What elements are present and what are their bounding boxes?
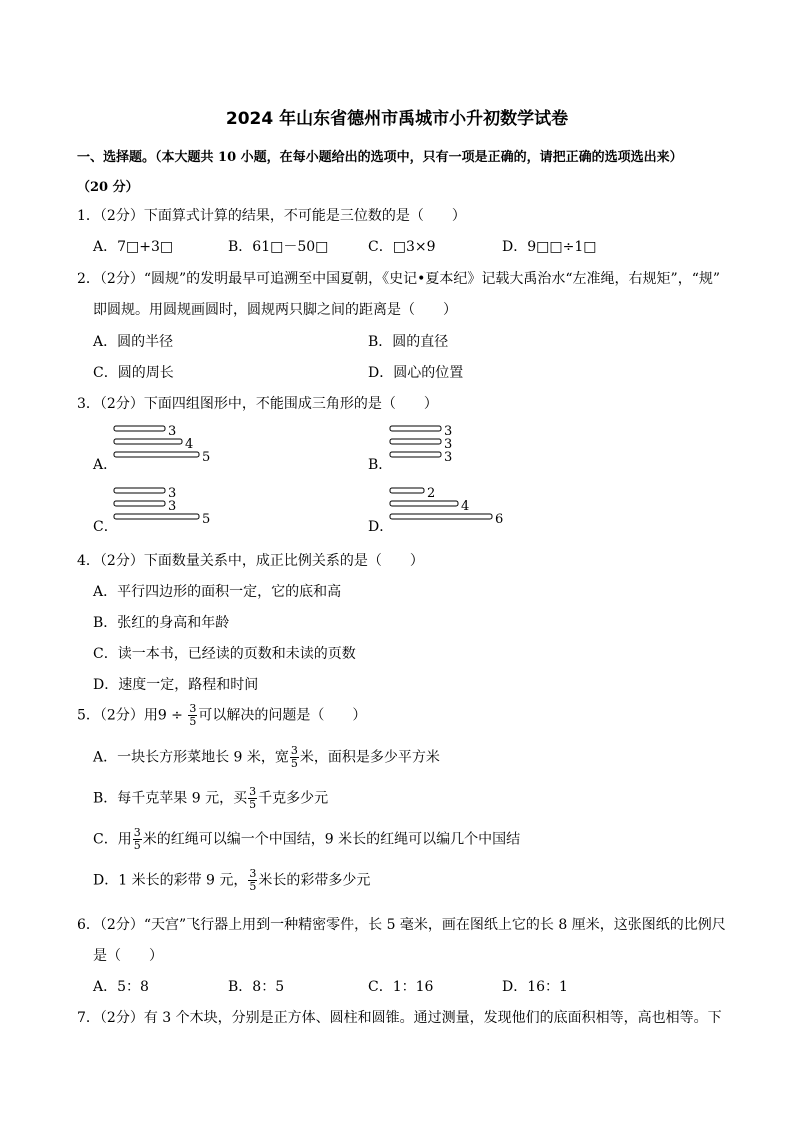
question-5-stem-post: 可以解决的问题是（ ） xyxy=(198,707,367,724)
fraction xyxy=(133,827,142,852)
question-3-option-d[interactable]: D． xyxy=(368,519,394,535)
fraction xyxy=(248,786,257,811)
stick-length-label: 3 xyxy=(168,499,177,514)
question-6-option-c[interactable]: C．1：16 xyxy=(368,979,434,995)
stick-group-b xyxy=(388,422,498,470)
question-5-option-c[interactable] xyxy=(93,827,520,852)
question-3-option-c[interactable]: C． xyxy=(93,519,118,535)
question-5-stem-pre: 5．（2分）用9 ÷ xyxy=(77,707,188,724)
question-1-option-a[interactable]: A．7□+3□ xyxy=(93,239,174,255)
fraction-numerator: 3 xyxy=(249,785,257,798)
question-3-option-a[interactable]: A． xyxy=(93,457,118,473)
question-5-option-b[interactable] xyxy=(93,786,328,811)
fraction-denominator: 5 xyxy=(290,757,298,770)
stick-bar xyxy=(114,501,165,506)
question-2-option-d[interactable]: D．圆心的位置 xyxy=(368,365,464,381)
section-heading: 一、选择题。（本大题共 10 小题，在每小题给出的选项中，只有一项是正确的，请把正确的选项选出来） xyxy=(77,150,683,165)
question-4-option-c[interactable]: C．读一本书，已经读的页数和未读的页数 xyxy=(93,646,356,662)
fraction-numerator: 3 xyxy=(249,867,257,880)
question-3-option-b[interactable]: B． xyxy=(368,457,393,473)
stick-length-label: 4 xyxy=(461,499,470,514)
option-a-pre: A．一块长方形菜地长 9 米，宽 xyxy=(93,749,289,766)
fraction xyxy=(290,745,299,770)
stick-length-label: 3 xyxy=(168,486,177,501)
option-a-post: 米，面积是多少平方米 xyxy=(299,749,440,766)
stick-length-label: 3 xyxy=(168,424,177,439)
question-1-option-d[interactable]: D．9□□÷1□ xyxy=(502,239,597,255)
fraction-denominator: 5 xyxy=(249,880,257,893)
question-1-stem: 1．（2分）下面算式计算的结果，不可能是三位数的是（ ） xyxy=(77,208,466,224)
option-b-post: 千克多少元 xyxy=(258,790,329,807)
question-5-stem xyxy=(77,703,366,728)
question-2-stem-line2: 即圆规。用圆规画圆时，圆规两只脚之间的距离是（ ） xyxy=(93,302,457,318)
stick-bar xyxy=(390,426,441,431)
question-6-stem-line2: 是（ ） xyxy=(93,948,163,964)
option-c-post: 米的红绳可以编一个中国结，9 米长的红绳可以编几个中国结 xyxy=(142,831,521,848)
question-2-option-c[interactable]: C．圆的周长 xyxy=(93,365,174,381)
question-6-option-a[interactable]: A．5：8 xyxy=(93,979,149,995)
stick-bar xyxy=(390,488,424,493)
fraction xyxy=(248,868,257,893)
stick-length-label: 5 xyxy=(202,450,211,465)
stick-length-label: 2 xyxy=(427,486,436,501)
question-3-stem: 3．（2分）下面四组图形中，不能围成三角形的是（ ） xyxy=(77,396,438,412)
option-b-pre: B．每千克苹果 9 元，买 xyxy=(93,790,248,807)
fraction-numerator: 3 xyxy=(189,702,197,715)
question-4-option-a[interactable]: A．平行四边形的面积一定，它的底和高 xyxy=(93,584,342,600)
fraction-denominator: 5 xyxy=(249,798,257,811)
stick-length-label: 3 xyxy=(444,424,453,439)
stick-group-a xyxy=(112,422,222,470)
question-6-option-b[interactable]: B．8：5 xyxy=(228,979,285,995)
option-d-post: 米长的彩带多少元 xyxy=(258,872,371,889)
fraction-numerator: 3 xyxy=(290,744,298,757)
question-7-stem-line1: 7．（2分）有 3 个木块，分别是正方体、圆柱和圆锥。通过测量，发现他们的底面积相等，高也相等。下 xyxy=(77,1010,722,1026)
question-6-option-d[interactable]: D．16：1 xyxy=(502,979,568,995)
stick-group-d xyxy=(388,484,518,532)
stick-group-c xyxy=(112,484,222,532)
stick-bar xyxy=(390,501,458,506)
question-2-option-b[interactable]: B．圆的直径 xyxy=(368,334,449,350)
option-d-pre: D．1 米长的彩带 9 元， xyxy=(93,872,248,889)
stick-length-label: 3 xyxy=(444,437,453,452)
stick-bar xyxy=(390,439,441,444)
page-title: 2024 年山东省德州市禹城市小升初数学试卷 xyxy=(225,109,569,129)
question-5-option-a[interactable] xyxy=(93,745,440,770)
stick-bar xyxy=(390,452,441,457)
fraction-denominator: 5 xyxy=(133,839,141,852)
stick-bar xyxy=(390,514,492,519)
stick-length-label: 3 xyxy=(444,450,453,465)
fraction xyxy=(188,703,197,728)
question-5-option-d[interactable] xyxy=(93,868,370,893)
option-c-pre: C．用 xyxy=(93,831,132,848)
stick-bar xyxy=(114,514,199,519)
question-1-option-c[interactable]: C．□3×9 xyxy=(368,239,436,255)
question-4-option-b[interactable]: B．张红的身高和年龄 xyxy=(93,615,230,631)
stick-bar xyxy=(114,488,165,493)
question-6-stem-line1: 6．（2分）“天宫”飞行器上用到一种精密零件，长 5 毫米，画在图纸上它的长 8 厘米，这张图纸的比例尺 xyxy=(77,917,726,933)
fraction-denominator: 5 xyxy=(189,715,197,728)
question-2-stem-line1: 2．（2分）“圆规”的发明最早可追溯至中国夏朝，《史记•夏本纪》记载大禹治水“左准绳，右规矩”，“规” xyxy=(77,271,721,287)
stick-bar xyxy=(114,452,199,457)
question-4-option-d[interactable]: D．速度一定，路程和时间 xyxy=(93,677,259,693)
stick-bar xyxy=(114,439,182,444)
question-2-option-a[interactable]: A．圆的半径 xyxy=(93,334,174,350)
stick-length-label: 6 xyxy=(495,512,504,527)
stick-length-label: 5 xyxy=(202,512,211,527)
fraction-numerator: 3 xyxy=(133,826,141,839)
stick-length-label: 4 xyxy=(185,437,194,452)
section-score: （20 分） xyxy=(77,180,139,195)
stick-bar xyxy=(114,426,165,431)
question-1-option-b[interactable]: B．61□－50□ xyxy=(228,239,329,255)
question-4-stem: 4．（2分）下面数量关系中，成正比例关系的是（ ） xyxy=(77,553,424,569)
